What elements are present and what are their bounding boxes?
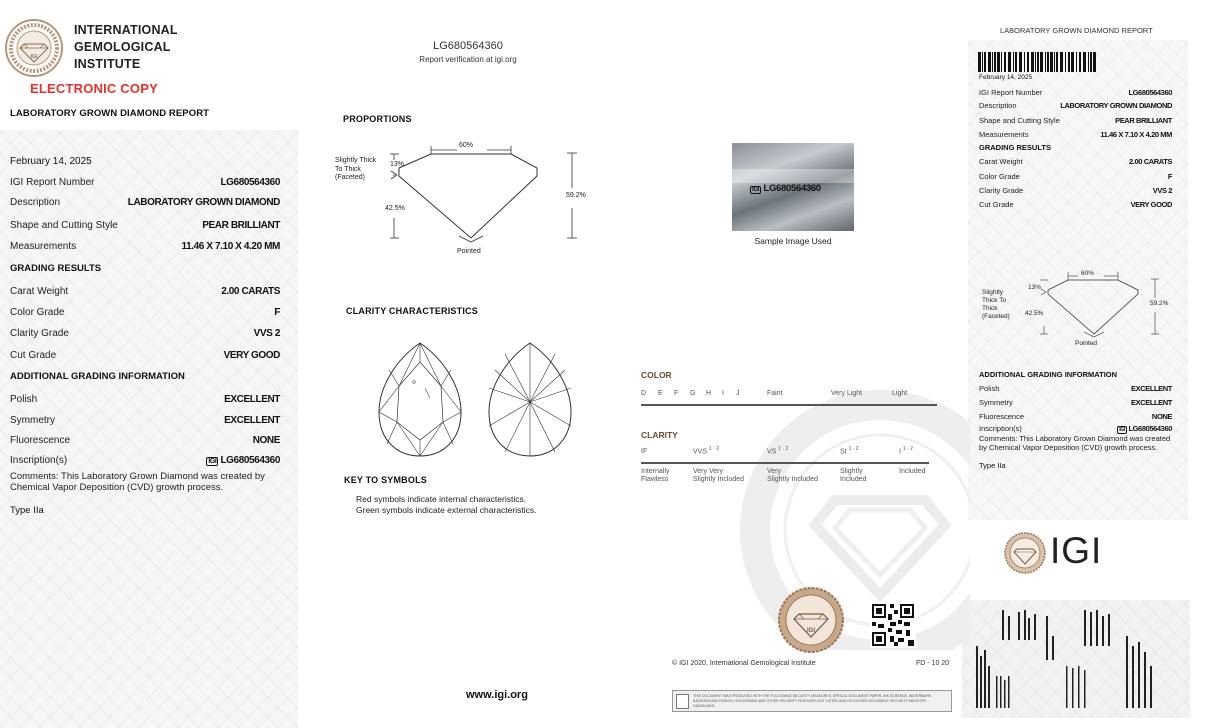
security-text: THIS DOCUMENT WAS PRODUCED WITH THE FOLLOWING SECURITY MEASURES: SPECIAL DOCUMENT PAPER, INK SCREENS, WATERMARK BACKGROUND DESIGN, HOLOGRAMS AND OTHER SECURITY FEATURES NOT LISTED AND DO EXCEED DOCUMENT SECURITY INDUSTRY GUIDELINES. — [693, 694, 932, 708]
row-label: IGI Report Number — [10, 177, 95, 188]
report-date: February 14, 2025 — [10, 156, 92, 167]
sample-inscription-logo: IGI — [752, 187, 760, 193]
row-value: LABORATORY GROWN DIAMOND — [127, 197, 280, 208]
clarity-grade-sup: 1 · 2 — [902, 446, 913, 452]
row-value — [1117, 424, 1172, 433]
row-label: Clarity Grade — [979, 186, 1024, 195]
row-value: EXCELLENT — [1131, 398, 1172, 407]
barcode-bar — [984, 52, 986, 72]
grading-row — [10, 350, 280, 364]
grading-results-heading: GRADING RESULTS — [10, 263, 102, 274]
clarity-grade-sup: 1 · 2 — [778, 446, 789, 452]
barcode-bar — [1060, 52, 1063, 72]
clarity-characteristics-heading: CLARITY CHARACTERISTICS — [346, 306, 478, 316]
report-row — [10, 197, 280, 211]
key-line-green: Green symbols indicate external characteristics. — [356, 505, 537, 515]
barcode-bar — [1031, 52, 1034, 72]
color-grade: I — [722, 390, 724, 397]
barcode-bar — [988, 52, 991, 72]
sample-inscription — [750, 183, 821, 194]
org-line-1: INTERNATIONAL — [74, 23, 178, 37]
clarity-grade — [693, 446, 719, 455]
grading-row — [10, 286, 280, 300]
right-grading-row — [979, 186, 1172, 198]
barcode-bar — [1088, 52, 1089, 72]
color-word: Very Light — [831, 390, 863, 397]
barcode-bar — [992, 52, 993, 72]
clarity-desc-line: Slightly Included — [693, 476, 744, 483]
right-diamond-type: Type IIa — [979, 461, 1006, 470]
clarity-desc-line: Included — [840, 476, 867, 483]
right-report-row — [979, 88, 1172, 100]
rotated-mini-report — [966, 606, 1188, 712]
row-value: F — [1167, 172, 1172, 181]
org-name — [74, 22, 178, 73]
barcode-bar — [1090, 52, 1092, 72]
row-value: NONE — [1151, 412, 1172, 421]
barcode-bar — [1068, 52, 1070, 72]
right-table-percent: 60% — [1081, 270, 1095, 277]
clarity-desc — [767, 468, 818, 484]
girdle-line: To Thick — [335, 165, 361, 173]
row-value: VERY GOOD — [223, 350, 280, 361]
barcode-bar — [1019, 52, 1022, 72]
additional-row — [10, 435, 280, 449]
barcode-bar — [1004, 52, 1006, 72]
document-icon — [676, 694, 689, 709]
girdle-line: Thick To — [982, 297, 1007, 304]
culet-label: Pointed — [457, 248, 481, 255]
row-label: Fluorescence — [979, 412, 1025, 421]
clarity-grade-code: SI — [840, 448, 847, 456]
right-culet-label: Pointed — [1075, 340, 1098, 347]
right-report-date: February 14, 2025 — [979, 74, 1033, 81]
barcode-bar — [1015, 52, 1017, 72]
additional-row — [10, 455, 280, 469]
barcode-bar — [1008, 52, 1011, 72]
additional-row — [10, 415, 280, 429]
verification-text: Report verification at igi.org — [419, 55, 517, 64]
color-grade: D — [641, 390, 647, 397]
sample-image — [732, 143, 854, 231]
barcode-bar — [1071, 52, 1074, 72]
clarity-grade — [899, 446, 913, 455]
grading-row — [10, 328, 280, 342]
clarity-desc — [899, 468, 925, 476]
right-additional-row — [979, 412, 1172, 424]
row-label: Description — [10, 197, 61, 208]
row-value: 11.46 X 7.10 X 4.20 MM — [1100, 130, 1172, 139]
right-report-row — [979, 116, 1172, 128]
row-label: IGI Report Number — [979, 88, 1043, 97]
clarity-desc-line: Slightly — [840, 468, 863, 475]
row-value: LABORATORY GROWN DIAMOND — [1060, 101, 1172, 110]
barcode-bar — [994, 52, 996, 72]
barcode-bar — [1076, 52, 1077, 72]
color-grade: H — [706, 390, 712, 397]
qr-code-icon — [870, 602, 916, 648]
color-grade: G — [690, 390, 696, 397]
row-value: EXCELLENT — [224, 415, 280, 426]
row-value — [206, 455, 280, 466]
row-value: 2.00 CARATS — [1129, 157, 1172, 166]
row-label: Cut Grade — [10, 350, 57, 361]
barcode-bar — [1027, 52, 1029, 72]
clarity-desc-line: Internally — [641, 468, 670, 475]
barcode-bar — [1056, 52, 1058, 72]
inscription-value: LG680564360 — [1128, 424, 1172, 433]
copyright-text: © IGI 2020, International Gemological Institute — [672, 660, 816, 667]
row-label: Symmetry — [10, 415, 55, 426]
watermark-seal-icon — [740, 390, 970, 650]
color-word: Faint — [767, 390, 783, 397]
right-crown-percent: 13% — [1028, 284, 1042, 291]
depth-percent: 59.2% — [566, 192, 586, 199]
row-label: Cut Grade — [979, 200, 1014, 209]
right-depth-percent: 59.2% — [1150, 300, 1169, 307]
report-row — [10, 241, 280, 255]
girdle-description — [335, 157, 376, 183]
barcode-bar — [1037, 52, 1039, 72]
barcode-bar — [997, 52, 1000, 72]
girdle-line: (Faceted) — [982, 313, 1010, 320]
clarity-grade — [840, 446, 859, 455]
report-row — [10, 220, 280, 234]
grading-row — [10, 307, 280, 321]
header-report-number: LG680564360 — [433, 40, 503, 52]
electronic-copy-label: ELECTRONIC COPY — [30, 81, 158, 96]
clarity-desc-line: Very Very — [693, 468, 723, 475]
row-label: Color Grade — [10, 307, 65, 318]
row-label: Polish — [10, 394, 38, 405]
clarity-grade-sup: 1 · 2 — [848, 446, 859, 452]
row-value: PEAR BRILLIANT — [1115, 116, 1172, 125]
right-proportions-diagram — [1010, 266, 1170, 346]
right-comments: Comments: This Laboratory Grown Diamond was created by Chemical Vapor Deposition (CVD) growth process. — [979, 434, 1171, 452]
clarity-desc-line: Included — [899, 468, 926, 475]
clarity-grade-code: I — [899, 448, 901, 456]
row-label: Inscription(s) — [979, 424, 1022, 433]
clarity-grade-code: VS — [767, 448, 777, 456]
right-grading-heading: GRADING RESULTS — [979, 143, 1051, 152]
clarity-scale-line — [641, 462, 929, 464]
row-label: Measurements — [10, 241, 77, 252]
right-additional-heading: ADDITIONAL GRADING INFORMATION — [979, 370, 1118, 379]
row-label: Symmetry — [979, 398, 1013, 407]
barcode-bar — [1035, 52, 1036, 72]
barcode-bar — [1024, 52, 1025, 72]
clarity-scale-heading: CLARITY — [641, 430, 678, 440]
row-label: Shape and Cutting Style — [979, 116, 1060, 125]
barcode-bar — [1045, 52, 1046, 72]
girdle-line: Thick — [982, 305, 998, 312]
clarity-desc-line: Slightly Included — [767, 476, 818, 483]
row-label: Polish — [979, 384, 1000, 393]
color-grade: F — [674, 390, 679, 397]
clarity-desc — [840, 468, 866, 484]
right-pavilion-percent: 42.5% — [1025, 310, 1044, 317]
additional-row — [10, 394, 280, 408]
diamond-type: Type IIa — [10, 505, 44, 516]
row-label: Shape and Cutting Style — [10, 220, 118, 231]
clarity-grade — [641, 448, 647, 455]
row-value: LG680564360 — [220, 177, 280, 188]
table-percent: 60% — [459, 142, 474, 149]
clarity-grade-code: VVS — [693, 448, 708, 456]
right-report-row — [979, 101, 1172, 113]
right-additional-row — [979, 398, 1172, 410]
barcode-bar — [978, 52, 981, 72]
row-value: VERY GOOD — [1130, 200, 1172, 209]
row-value: F — [274, 307, 280, 318]
row-label: Carat Weight — [979, 157, 1023, 166]
girdle-line: (Faceted) — [335, 174, 365, 181]
clarity-grade — [767, 446, 788, 455]
row-label: Measurements — [979, 130, 1029, 139]
website-link[interactable]: www.igi.org — [466, 689, 528, 701]
igi-logo-text: IGI — [1050, 530, 1103, 571]
form-number: FD - 10 20 — [916, 660, 950, 667]
org-line-3: INSTITUTE — [74, 57, 141, 71]
right-grading-row — [979, 172, 1172, 184]
right-grading-row — [979, 157, 1172, 169]
additional-grading-heading: ADDITIONAL GRADING INFORMATION — [10, 371, 185, 382]
barcode-bar — [1001, 52, 1002, 72]
sample-inscription-value: LG680564360 — [763, 183, 821, 194]
row-value: EXCELLENT — [224, 394, 280, 405]
barcode-bar — [1093, 52, 1096, 72]
inscription-value: LG680564360 — [220, 455, 280, 466]
row-label: Description — [979, 101, 1017, 110]
crown-percent: 13% — [390, 161, 405, 168]
barcode-bar — [1040, 52, 1043, 72]
comments: Comments: This Laboratory Grown Diamond was created by Chemical Vapor Deposition (CVD) growth process. — [10, 471, 265, 493]
sample-caption: Sample Image Used — [754, 236, 832, 246]
row-label: Carat Weight — [10, 286, 69, 297]
clarity-grade-sup: 1 · 2 — [708, 446, 719, 452]
right-report-row — [979, 130, 1172, 142]
svg-text:IGI: IGI — [30, 54, 38, 60]
color-word: Light — [892, 390, 908, 397]
row-value: PEAR BRILLIANT — [202, 220, 280, 231]
clarity-plot-pavilion — [485, 340, 575, 460]
barcode-bar — [1083, 52, 1086, 72]
right-additional-row — [979, 384, 1172, 396]
clarity-grade-code: IF — [641, 448, 648, 455]
key-to-symbols-heading: KEY TO SYMBOLS — [344, 475, 427, 485]
barcode-icon — [978, 52, 1096, 74]
rotated-mini-report-graphic — [966, 606, 1188, 712]
row-label: Inscription(s) — [10, 455, 68, 466]
right-grading-row — [979, 200, 1172, 212]
row-value: VVS 2 — [253, 328, 280, 339]
report-row — [10, 177, 280, 191]
girdle-line: Slightly — [982, 289, 1003, 296]
barcode-bar — [1047, 52, 1049, 72]
row-value: VVS 2 — [1152, 186, 1172, 195]
clarity-desc — [641, 468, 669, 484]
row-value: 11.46 X 7.10 X 4.20 MM — [181, 241, 280, 252]
clarity-plot-crown — [375, 340, 465, 460]
igi-inscription-logo: IGI — [208, 458, 217, 465]
clarity-desc — [693, 468, 744, 484]
igi-inscription-logo: IGI — [1119, 427, 1125, 433]
row-value: 2.00 CARATS — [221, 286, 280, 297]
row-label: Clarity Grade — [10, 328, 69, 339]
barcode-bar — [1065, 52, 1066, 72]
proportions-heading: PROPORTIONS — [343, 114, 412, 124]
row-value: EXCELLENT — [1131, 384, 1172, 393]
pavilion-percent: 42.5% — [385, 205, 405, 212]
clarity-desc-line: Very — [767, 468, 782, 475]
security-strip — [672, 690, 952, 712]
barcode-bar — [1013, 52, 1014, 72]
igi-logo-seal-icon — [1004, 532, 1046, 574]
barcode-bar — [1050, 52, 1053, 72]
color-scale-line — [641, 404, 937, 406]
row-label: Color Grade — [979, 172, 1020, 181]
color-scale-heading: COLOR — [641, 370, 672, 380]
barcode-bar — [1079, 52, 1081, 72]
color-grade: E — [658, 390, 663, 397]
org-line-2: GEMOLOGICAL — [74, 40, 171, 54]
row-value: NONE — [252, 435, 280, 446]
color-grade: J — [736, 390, 740, 397]
clarity-desc-line: Flawless — [641, 476, 669, 483]
igi-gold-seal-icon — [777, 586, 845, 654]
barcode-bar — [982, 52, 983, 72]
right-report-title: LABORATORY GROWN DIAMOND REPORT — [1000, 26, 1153, 35]
report-title: LABORATORY GROWN DIAMOND REPORT — [10, 108, 210, 119]
key-line-red: Red symbols indicate internal characteristics. — [356, 494, 527, 504]
igi-seal-icon — [4, 18, 64, 78]
proportions-diagram — [385, 138, 585, 248]
girdle-line: Slightly Thick — [335, 157, 377, 164]
row-label: Fluorescence — [10, 435, 71, 446]
barcode-bar — [1054, 52, 1055, 72]
svg-text:IGI: IGI — [806, 628, 816, 634]
row-value: LG680564360 — [1128, 88, 1172, 97]
right-girdle-description — [982, 289, 1010, 321]
